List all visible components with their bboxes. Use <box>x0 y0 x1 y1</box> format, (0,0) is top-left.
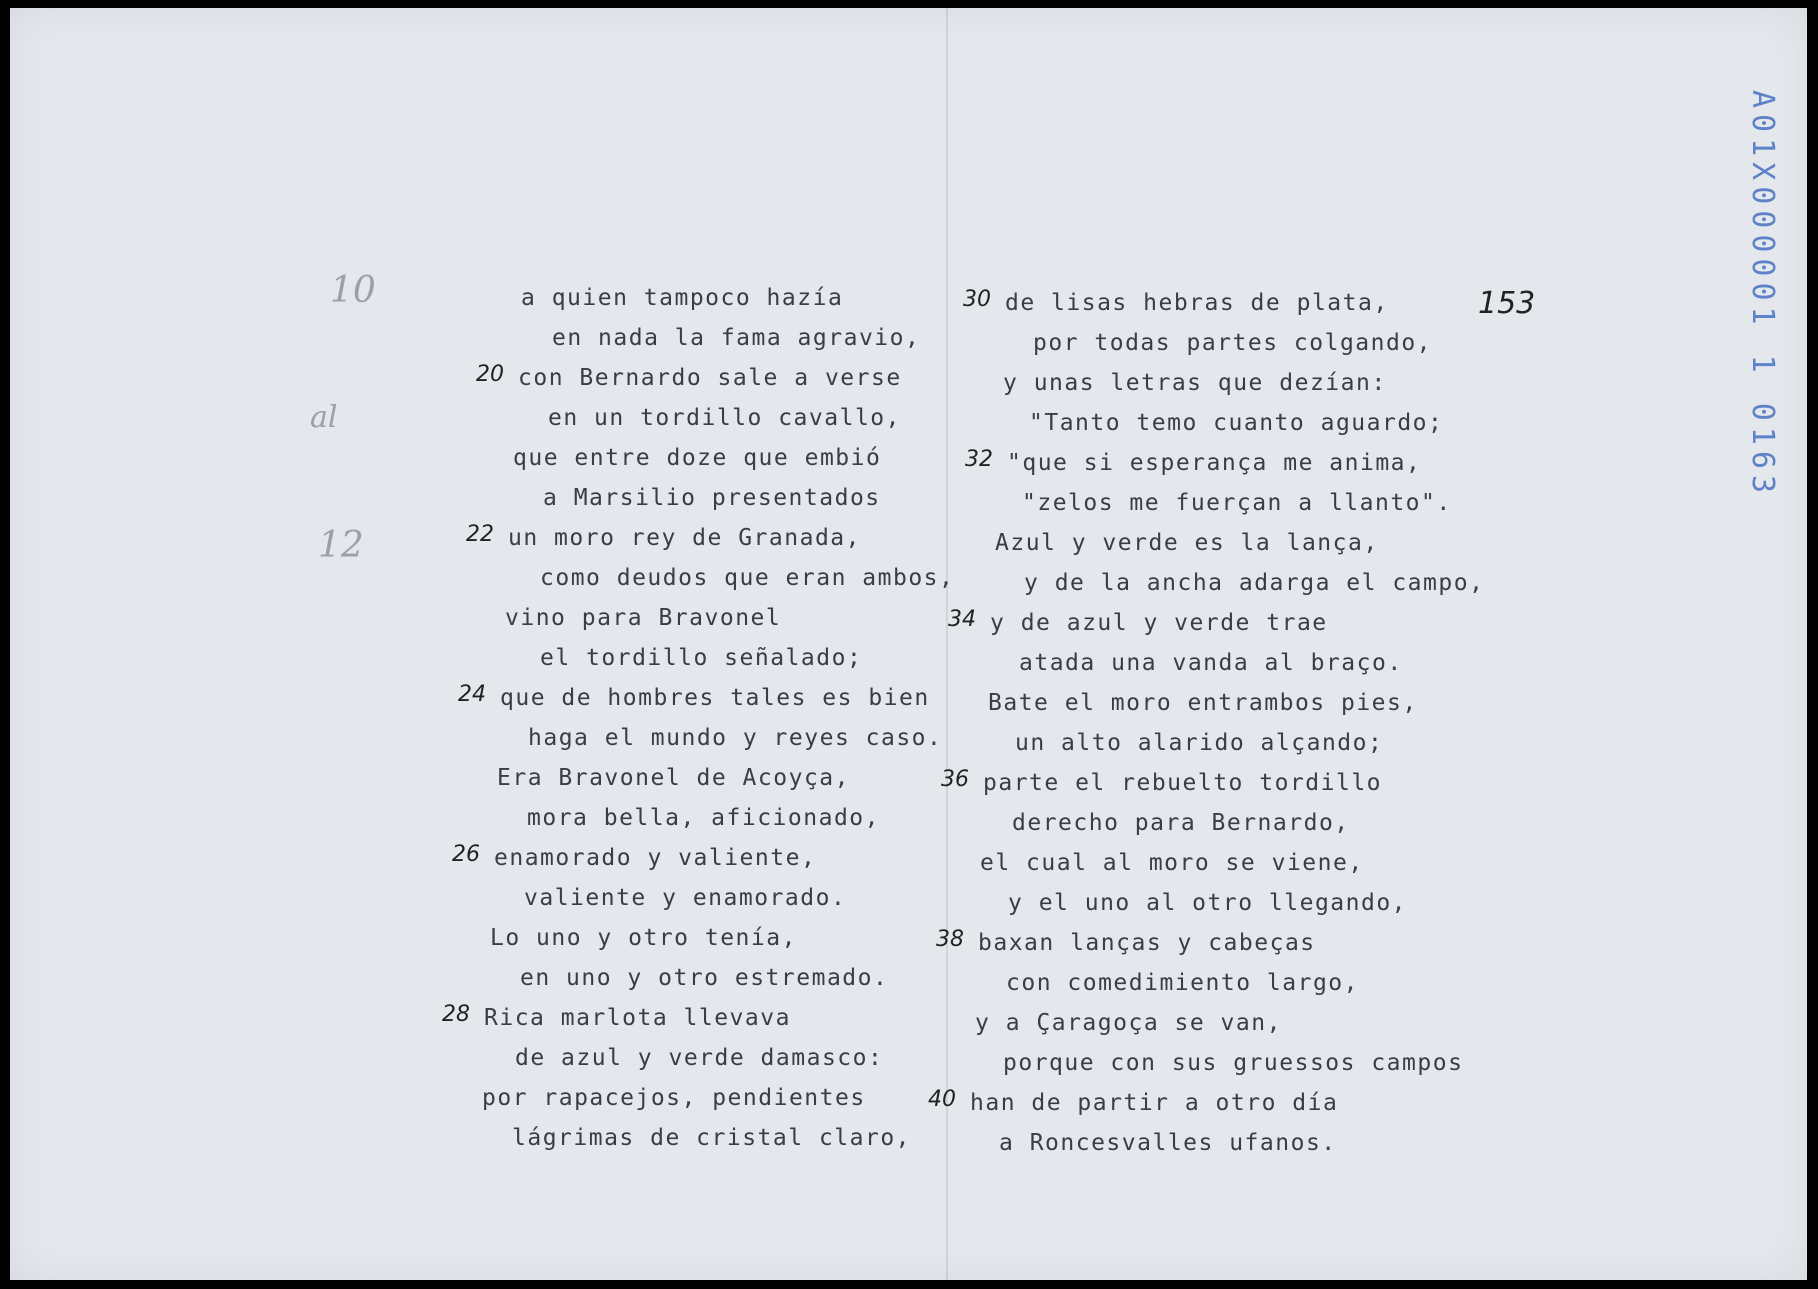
left-verse-line: que de hombres tales es bien <box>500 685 930 711</box>
right-verse-line: han de partir a otro día <box>970 1090 1339 1116</box>
right-verse-line: porque con sus gruessos campos <box>1003 1050 1464 1076</box>
left-verse-line: haga el mundo y reyes caso. <box>528 725 943 751</box>
right-verse-line: "zelos me fuerçan a llanto". <box>1022 490 1452 516</box>
left-verse-number: 22 <box>466 522 494 547</box>
right-verse-line: con comedimiento largo, <box>1006 970 1359 996</box>
right-verse-line: de lisas hebras de plata, <box>1005 290 1389 316</box>
right-verse-number: 30 <box>963 287 991 312</box>
right-verse-line: "que si esperança me anima, <box>1007 450 1422 476</box>
right-verse-line: Bate el moro entrambos pies, <box>988 690 1418 716</box>
right-verse-line: y de azul y verde trae <box>990 610 1328 636</box>
right-verse-line: baxan lanças y cabeças <box>978 930 1316 956</box>
left-verse-line: Lo uno y otro tenía, <box>490 925 797 951</box>
right-verse-number: 40 <box>928 1087 956 1112</box>
right-verse-line: atada una vanda al braço. <box>1019 650 1403 676</box>
left-verse-line: el tordillo señalado; <box>540 645 863 671</box>
right-verse-number: 36 <box>941 767 969 792</box>
right-verse-line: el cual al moro se viene, <box>980 850 1364 876</box>
right-verse-line: derecho para Bernardo, <box>1012 810 1350 836</box>
left-verse-number: 28 <box>442 1002 470 1027</box>
page-number: 153 <box>1478 286 1536 321</box>
left-verse-line: vino para Bravonel <box>505 605 782 631</box>
left-verse-line: en uno y otro estremado. <box>520 965 889 991</box>
right-verse-line: Azul y verde es la lança, <box>995 530 1379 556</box>
right-verse-line: un alto alarido alçando; <box>1015 730 1384 756</box>
left-verse-line: a Marsilio presentados <box>543 485 881 511</box>
left-verse-line: valiente y enamorado. <box>524 885 847 911</box>
right-verse-line: parte el rebuelto tordillo <box>983 770 1383 796</box>
right-verse-line: a Roncesvalles ufanos. <box>999 1130 1337 1156</box>
left-verse-line: a quien tampoco hazía <box>521 285 844 311</box>
left-verse-line: por rapacejos, pendientes <box>482 1085 866 1111</box>
margin-pencil-note-end: 12 <box>318 525 364 566</box>
left-verse-line: lágrimas de cristal claro, <box>512 1125 912 1151</box>
left-verse-line: en nada la fama agravio, <box>552 325 921 351</box>
left-verse-line: un moro rey de Granada, <box>508 525 861 551</box>
left-verse-line: Era Bravonel de Acoyça, <box>497 765 850 791</box>
left-verse-line: Rica marlota llevava <box>484 1005 791 1031</box>
right-verse-line: y unas letras que dezían: <box>1003 370 1387 396</box>
left-verse-number: 24 <box>458 682 486 707</box>
right-verse-line: y el uno al otro llegando, <box>1008 890 1408 916</box>
archive-stamp: A01X000001 1 0163 <box>1745 90 1780 500</box>
left-verse-line: que entre doze que embió <box>513 445 882 471</box>
right-verse-line: y de la ancha adarga el campo, <box>1024 570 1485 596</box>
margin-pencil-note-from: 10 <box>330 270 376 311</box>
document-page <box>10 8 1807 1280</box>
left-verse-number: 26 <box>452 842 480 867</box>
right-verse-line: por todas partes colgando, <box>1033 330 1433 356</box>
left-verse-number: 20 <box>476 362 504 387</box>
left-verse-line: mora bella, aficionado, <box>527 805 880 831</box>
right-verse-number: 34 <box>948 607 976 632</box>
left-verse-line: con Bernardo sale a verse <box>518 365 902 391</box>
right-verse-line: "Tanto temo cuanto aguardo; <box>1029 410 1444 436</box>
margin-pencil-note-to: al <box>310 400 338 435</box>
right-verse-number: 38 <box>936 927 964 952</box>
left-verse-line: en un tordillo cavallo, <box>548 405 901 431</box>
left-verse-line: de azul y verde damasco: <box>515 1045 884 1071</box>
left-verse-line: como deudos que eran ambos, <box>540 565 955 591</box>
right-verse-line: y a Çaragoça se van, <box>975 1010 1282 1036</box>
right-verse-number: 32 <box>965 447 993 472</box>
left-verse-line: enamorado y valiente, <box>494 845 817 871</box>
